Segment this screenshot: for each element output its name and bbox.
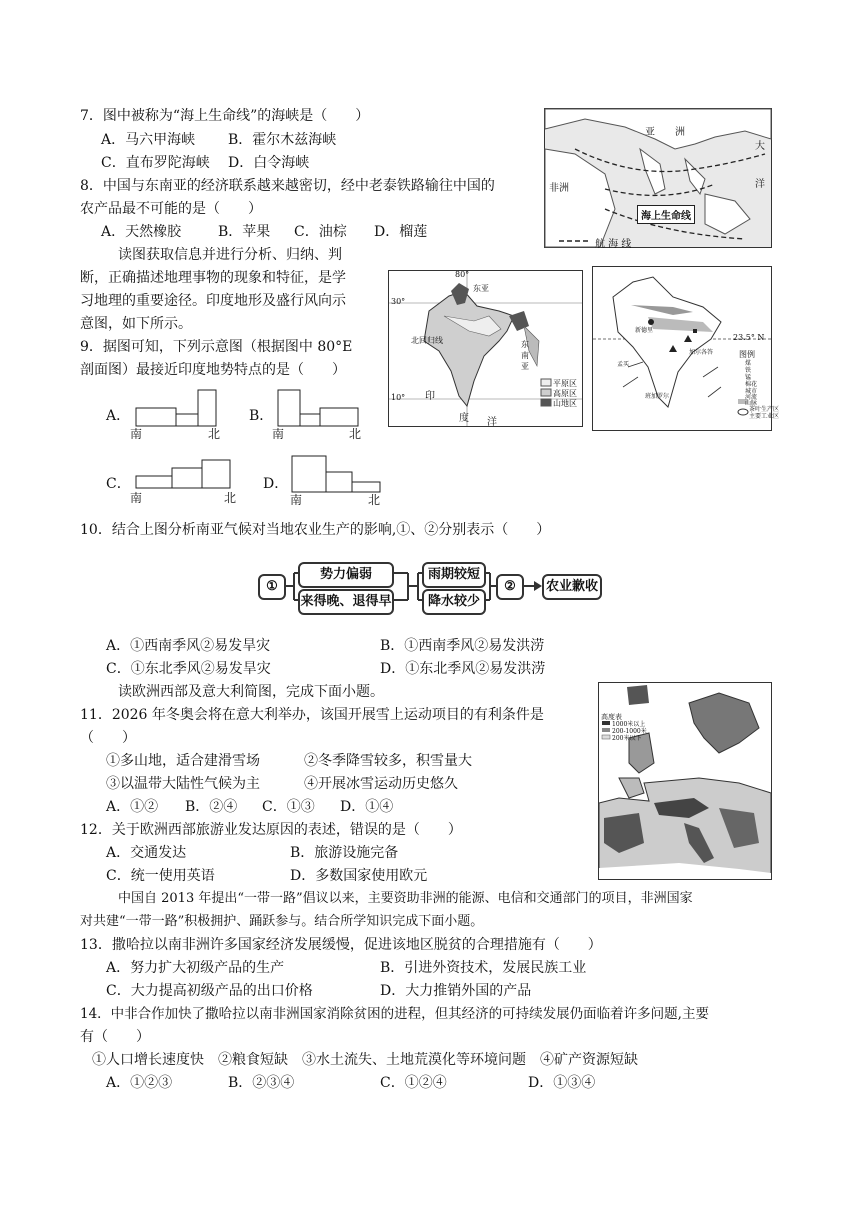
tropic-label: 23.5° N <box>733 333 765 342</box>
flow-box-late-early: 来得晚、退得早 <box>298 589 394 615</box>
legend-iron: 铁 <box>745 367 752 374</box>
flow-box-weak: 势力偏弱 <box>298 562 394 588</box>
q12-option-d: D．多数国家使用欧元 <box>290 868 428 884</box>
sea-route-map <box>544 108 772 248</box>
q7-option-a: A．马六甲海峡 <box>101 132 196 148</box>
legend-mountain-range: 山脉 <box>745 400 758 407</box>
legend-title: 图例 <box>739 350 755 359</box>
eu-legend-title: 高度表 <box>601 713 622 721</box>
map-label-ocean1: 大 <box>755 141 765 152</box>
flow-box-harvest-fail: 农业歉收 <box>542 574 602 600</box>
q11-paren: （ ） <box>80 730 136 746</box>
q9-option-d: D． <box>263 476 289 492</box>
map-label-lifeline: 海上生命线 <box>637 205 695 224</box>
q9-profile-a <box>134 386 220 428</box>
q7-option-b: B．霍尔木兹海峡 <box>228 132 337 148</box>
legend-city: 城市 <box>745 388 758 395</box>
q13-option-b: B．引进外资技术，发展民族工业 <box>380 960 587 976</box>
q10-option-d: D．①东北季风②易发洪涝 <box>380 661 546 677</box>
q12-option-a: A．交通发达 <box>106 845 187 861</box>
q14-items: ①人口增长速度快 ②粮食短缺 ③水土流失、土地荒漠化等环境问题 ④矿产资源短缺 <box>92 1052 638 1068</box>
q11-item-3: ③以温带大陆性气候为主 <box>106 776 260 792</box>
q11-option-a: A．①② <box>106 799 159 815</box>
label-east-asia: 东亚 <box>473 284 489 293</box>
africa-intro-line2: 对共建“一带一路”积极拥护、踊跃参与。结合所学知识完成下面小题。 <box>80 914 484 929</box>
q13-option-c: C．大力提高初级产品的出口价格 <box>106 983 313 999</box>
q9-stem-line1: 9．据图可知，下列示意图（根据图中 80°E <box>80 339 353 355</box>
label-yin: 印 <box>425 391 435 402</box>
map-label-ocean2: 洋 <box>755 179 765 190</box>
q7-option-c: C．直布罗陀海峡 <box>101 155 210 171</box>
lat-30-label: 30° <box>391 297 406 306</box>
q9-a-south: 南 <box>130 427 143 441</box>
q9-profile-b <box>276 386 362 428</box>
q14-option-b: B．②③④ <box>228 1075 295 1091</box>
label-southeast-asia: 东南亚 <box>521 340 529 371</box>
map-legend-route: 航 海 线 <box>595 239 632 250</box>
eu-legend-mid: 200-1000米 <box>612 728 647 735</box>
q9-c-south: 南 <box>130 491 143 505</box>
q9-profile-d <box>290 452 384 494</box>
city-new-delhi: 新德里 <box>635 327 654 334</box>
q8-stem-line1: 8．中国与东南亚的经济联系越来越密切，经中老泰铁路输往中国的 <box>80 178 495 194</box>
q9-a-north: 北 <box>208 427 221 441</box>
q12-stem: 12．关于欧洲西部旅游业发达原因的表述，错误的是（ ） <box>80 822 462 838</box>
q11-option-b: B．②④ <box>185 799 238 815</box>
q9-b-north: 北 <box>349 427 362 441</box>
flow-box-less-rain: 降水较少 <box>422 589 486 615</box>
q8-option-d: D．榴莲 <box>374 224 428 240</box>
q14-stem-line2: 有（ ） <box>80 1029 150 1045</box>
q11-item-4: ④开展冰雪运动历史悠久 <box>304 776 458 792</box>
q11-item-1: ①多山地，适合建滑雪场 <box>106 753 260 769</box>
map-label-africa: 非洲 <box>549 183 569 194</box>
label-yang: 洋 <box>487 417 497 428</box>
flow-node-1: ① <box>258 574 286 600</box>
legend-tea: 茶叶生产区 <box>749 406 780 413</box>
europe-intro: 读欧洲西部及意大利简图，完成下面小题。 <box>118 684 384 700</box>
q10-stem: 10．结合上图分析南亚气候对当地农业生产的影响,①、②分别表示（ ） <box>80 522 551 538</box>
europe-map <box>598 682 772 880</box>
q9-option-c: C． <box>106 476 131 492</box>
eu-legend-low: 200米以下 <box>612 735 642 742</box>
lon-80-label: 80° <box>455 270 470 279</box>
q13-option-a: A．努力扩大初级产品的生产 <box>106 960 285 976</box>
q14-option-a: A．①②③ <box>106 1075 173 1091</box>
q12-option-c: C．统一使用英语 <box>106 868 215 884</box>
q11-option-c: C．①③ <box>262 799 315 815</box>
q11-item-2: ②冬季降雪较多，积雪量大 <box>304 753 472 769</box>
india-intro-line3: 习地理的重要途径。印度地形及盛行风向示 <box>80 293 346 309</box>
q9-option-a: A． <box>106 408 131 424</box>
india-intro-line2: 断，正确描述地理事物的现象和特征，是学 <box>80 270 346 286</box>
q9-b-south: 南 <box>272 427 285 441</box>
europe-map-drawing <box>599 683 771 879</box>
africa-intro-line1: 中国自 2013 年提出“一带一路”倡议以来，主要资助非洲的能源、电信和交通部门的项目，非洲国家 <box>118 891 693 906</box>
legend-mountain: 山地区 <box>553 399 577 408</box>
legend-plain: 平原区 <box>553 379 577 388</box>
q8-option-a: A．天然橡胶 <box>101 224 182 240</box>
q10-option-c: C．①东北季风②易发旱灾 <box>106 661 271 677</box>
q7-stem: 7．图中被称为“海上生命线”的海峡是（ ） <box>80 108 370 124</box>
q7-option-d: D．白令海峡 <box>228 155 310 171</box>
lat-10-label: 10° <box>391 393 406 402</box>
legend-cotton: 棉花 <box>745 381 758 388</box>
q14-option-d: D．①③④ <box>528 1075 596 1091</box>
india-terrain-map <box>388 270 583 427</box>
q9-option-b: B． <box>249 408 274 424</box>
q9-c-north: 北 <box>224 491 237 505</box>
flow-node-2: ② <box>496 574 524 600</box>
q9-d-north: 北 <box>368 493 381 507</box>
legend-industrial: 主要工业区 <box>749 413 780 420</box>
city-mumbai: 孟买 <box>617 361 630 368</box>
q10-option-b: B．①西南季风②易发洪涝 <box>380 638 545 654</box>
city-kolkata: 加尔各答 <box>689 349 714 356</box>
map-label-asia: 亚 洲 <box>645 127 685 138</box>
city-bangalore: 班加罗尔 <box>645 393 670 400</box>
flow-box-short-rain: 雨期较短 <box>422 562 486 588</box>
q9-stem-line2: 剖面图）最接近印度地势特点的是（ ） <box>80 362 346 378</box>
q12-option-b: B．旅游设施完备 <box>290 845 399 861</box>
q14-stem-line1: 14．中非合作加快了撒哈拉以南非洲国家消除贫困的进程，但其经济的可持续发展仍面临着许多问题,主要 <box>80 1006 709 1022</box>
q9-profile-c <box>134 456 234 490</box>
q8-option-b: B．苹果 <box>218 224 271 240</box>
q10-option-a: A．①西南季风②易发旱灾 <box>106 638 271 654</box>
legend-river: 河流 <box>745 394 758 401</box>
q13-option-d: D．大力推销外国的产品 <box>380 983 532 999</box>
q9-d-south: 南 <box>290 493 303 507</box>
legend-coal: 煤 <box>745 360 752 367</box>
india-intro-line4: 意图，如下所示。 <box>80 316 192 332</box>
legend-plateau: 高原区 <box>553 389 577 398</box>
label-tropic: 北回归线 <box>411 336 443 345</box>
q11-stem: 11．2026 年冬奥会将在意大利举办，该国开展雪上运动项目的有利条件是 <box>80 707 544 723</box>
legend-manganese: 锰 <box>745 374 752 381</box>
q8-stem-line2: 农产品最不可能的是（ ） <box>80 201 262 217</box>
q8-option-c: C．油棕 <box>294 224 347 240</box>
india-resource-map <box>592 266 780 431</box>
eu-legend-high: 1000米以上 <box>612 721 646 728</box>
q13-stem: 13．撒哈拉以南非洲许多国家经济发展缓慢，促进该地区脱贫的合理措施有（ ） <box>80 937 602 953</box>
q14-option-c: C．①②④ <box>380 1075 447 1091</box>
q11-option-d: D．①④ <box>340 799 394 815</box>
india-intro-line1: 读图获取信息并进行分析、归纳、判 <box>118 247 342 263</box>
label-du: 度 <box>459 413 469 424</box>
